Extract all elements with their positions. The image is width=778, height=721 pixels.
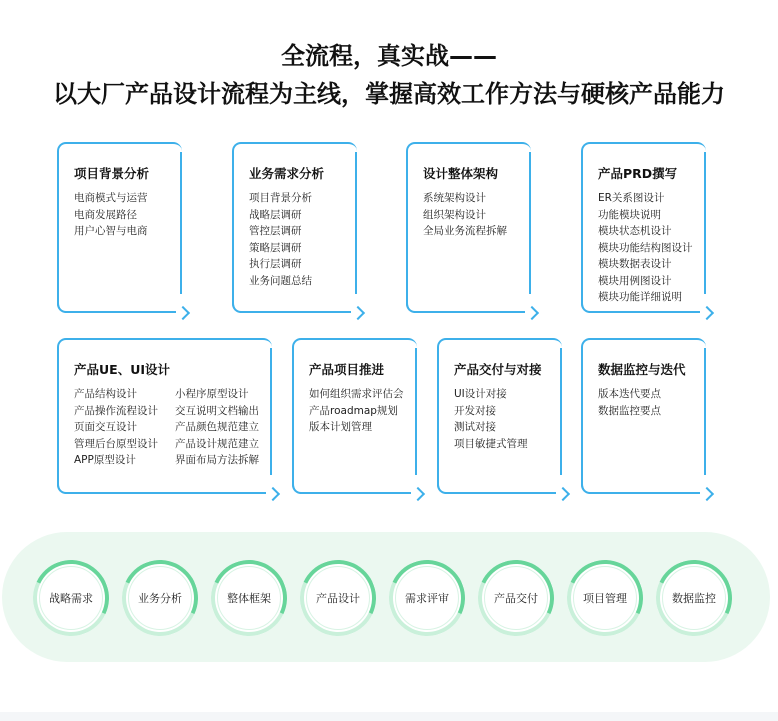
list-item: 产品结构设计: [74, 388, 137, 400]
card-title: 项目背景分析: [74, 166, 150, 181]
card-project-background: [57, 142, 182, 312]
list-item: 页面交互设计: [74, 421, 137, 433]
card-items: [423, 190, 507, 240]
card-items: [454, 386, 528, 452]
card-items: [249, 190, 312, 289]
list-item: 版本迭代要点: [598, 388, 661, 400]
list-item: 产品设计规范建立: [175, 437, 259, 450]
list-item: 模块数据表设计: [598, 258, 672, 270]
list-item: 模块功能详细说明: [598, 291, 682, 303]
card-title: 设计整体架构: [423, 166, 499, 181]
list-item: 业务问题总结: [249, 274, 312, 287]
list-item: 界面布局方法拆解: [175, 454, 259, 466]
list-item: APP原型设计: [74, 454, 136, 466]
step-data-monitoring: [656, 560, 732, 636]
step-requirement-review: [389, 560, 465, 636]
list-item: UI设计对接: [454, 388, 507, 400]
list-item: 模块功能结构图设计: [598, 241, 693, 254]
list-item: 版本计划管理: [309, 421, 372, 433]
step-label: 数据监控: [672, 592, 716, 605]
list-item: 电商发展路径: [74, 208, 137, 221]
card-items: [74, 190, 148, 240]
arrow-right-icon: [700, 306, 714, 320]
step-label: 需求评审: [405, 592, 449, 605]
list-item: 执行层调研: [249, 258, 302, 270]
step-strategy-needs: [33, 560, 109, 636]
card-items: [309, 386, 404, 436]
card-data-monitoring: [581, 338, 706, 493]
card-business-analysis: [232, 142, 357, 312]
card-title: 产品UE、UI设计: [74, 362, 170, 377]
arrow-right-icon: [351, 306, 365, 320]
step-project-management: [567, 560, 643, 636]
arrow-right-icon: [176, 306, 190, 320]
step-label: 项目管理: [583, 592, 627, 605]
list-item: 用户心智与电商: [74, 225, 148, 237]
step-label: 产品设计: [316, 592, 360, 605]
arrow-right-icon: [411, 487, 425, 501]
list-item: 项目敏捷式管理: [454, 437, 528, 450]
list-item: 数据监控要点: [598, 404, 661, 417]
card-items-column-2: [175, 386, 259, 469]
step-label: 产品交付: [494, 592, 538, 605]
card-items: [74, 386, 158, 469]
step-label: 业务分析: [138, 592, 182, 605]
list-item: 系统架构设计: [423, 192, 486, 204]
page-title-line-2: 以大厂产品设计流程为主线，掌握高效工作方法与硬核产品能力: [53, 80, 725, 108]
card-architecture: [406, 142, 531, 312]
arrow-right-icon: [700, 487, 714, 501]
list-item: 产品roadmap规划: [309, 404, 398, 417]
list-item: 测试对接: [454, 421, 496, 433]
list-item: 产品颜色规范建立: [175, 421, 259, 433]
card-project-advance: [292, 338, 417, 493]
list-item: 交互说明文档输出: [175, 404, 259, 417]
card-title: 业务需求分析: [249, 166, 325, 181]
step-overall-framework: [211, 560, 287, 636]
step-label: 整体框架: [227, 592, 271, 605]
list-item: 战略层调研: [249, 208, 302, 221]
card-items: [598, 386, 661, 419]
list-item: 电商模式与运营: [74, 192, 148, 204]
arrow-right-icon: [525, 306, 539, 320]
step-product-delivery: [478, 560, 554, 636]
arrow-right-icon: [266, 487, 280, 501]
arrow-right-icon: [556, 487, 570, 501]
list-item: 管理后台原型设计: [74, 437, 158, 450]
card-title: 产品PRD撰写: [598, 166, 678, 181]
list-item: 项目背景分析: [249, 192, 312, 204]
card-title: 产品交付与对接: [454, 362, 542, 377]
list-item: 模块状态机设计: [598, 225, 672, 237]
step-business-analysis: [122, 560, 198, 636]
card-ue-ui-design: [57, 338, 272, 493]
list-item: 组织架构设计: [423, 208, 486, 221]
list-item: ER关系图设计: [598, 192, 665, 204]
list-item: 开发对接: [454, 404, 496, 417]
list-item: 如何组织需求评估会: [309, 388, 404, 400]
list-item: 产品操作流程设计: [74, 404, 158, 417]
list-item: 全局业务流程拆解: [423, 225, 507, 237]
list-item: 管控层调研: [249, 225, 302, 237]
card-delivery: [437, 338, 562, 493]
card-items: [598, 190, 693, 306]
step-product-design: [300, 560, 376, 636]
list-item: 策略层调研: [249, 241, 302, 254]
step-label: 战略需求: [49, 592, 93, 605]
card-title: 数据监控与迭代: [598, 362, 686, 377]
card-title: 产品项目推进: [309, 362, 385, 377]
card-prd-writing: [581, 142, 706, 312]
footer-strip: [0, 712, 778, 721]
list-item: 功能模块说明: [598, 208, 661, 221]
list-item: 模块用例图设计: [598, 274, 672, 287]
list-item: 小程序原型设计: [175, 388, 249, 400]
page-title-line-1: 全流程，真实战——: [281, 42, 497, 70]
